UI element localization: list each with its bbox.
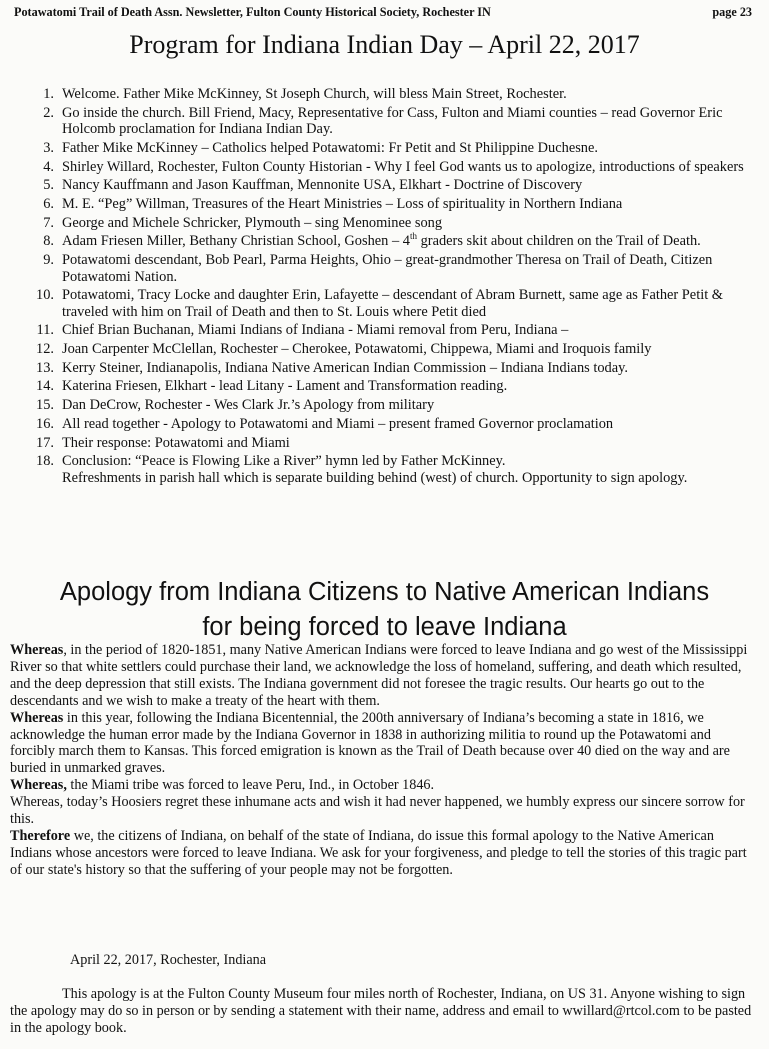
program-item: 2. Go inside the church. Bill Friend, Macy, Representative for Cass, Fulton and Miami counties – read Governor Eric Holcomb proclamation for Indiana Indian Day. [43,104,723,138]
program-item: 11. Chief Brian Buchanan, Miami Indians of Indiana - Miami removal from Peru, Indiana – [36,322,569,339]
program-item: 7. George and Michele Schricker, Plymouth – sing Menominee song [43,214,443,231]
apology-title-line2: for being forced to leave Indiana [202,613,567,641]
program-item: 15. Dan DeCrow, Rochester - Wes Clark Jr.’s Apology from military [36,397,435,414]
program-title: Program for Indiana Indian Day – April 22, 2017 [129,30,640,59]
program-note: Refreshments in parish hall which is separate building behind (west) of church. Opportunity to sign apology. [62,469,688,486]
program-item: 17. Their response: Potawatomi and Miami [36,434,290,451]
program-item: 5. Nancy Kauffmann and Jason Kauffman, Mennonite USA, Elkhart - Doctrine of Discovery [43,177,583,194]
apology-dateline: April 22, 2017, Rochester, Indiana [70,952,267,968]
program-item: 13. Kerry Steiner, Indianapolis, Indiana Native American Indian Commission – Indiana Indians today. [36,359,628,376]
program-item: 16. All read together - Apology to Potawatomi and Miami – present framed Governor proclamation [36,415,614,432]
apology-body [10,642,758,879]
program-item: 18. Conclusion: “Peace is Flowing Like a River” hymn led by Father McKinney. Refreshments in parish hall which is separate building behind (west) of church. Opportunity to sign apology. [20,453,760,486]
program-item: 12. Joan Carpenter McClellan, Rochester – Cherokee, Potawatomi, Chippewa, Miami and Iroquois family [36,341,652,358]
program-item: 9. Potawatomi descendant, Bob Pearl, Parma Heights, Ohio – great-grandmother Theresa on Trail of Death, Citizen Potawatomi Nation. [43,252,713,285]
program-list [20,86,760,488]
program-item: 1. Welcome. Father Mike McKinney, St Joseph Church, will bless Main Street, Rochester. [43,86,567,102]
program-item: 14. Katerina Friesen, Elkhart - lead Litany - Lament and Transformation reading. [36,378,508,395]
running-title: Potawatomi Trail of Death Assn. Newsletter, Fulton County Historical Society, Rochester IN [14,5,491,19]
apology-title-line1: Apology from Indiana Citizens to Native American Indians [59,578,710,606]
apology-paragraph: Whereas, the Miami tribe was forced to leave Peru, Ind., in October 1846. [10,777,435,794]
footer-note [10,986,765,1037]
apology-title [0,575,769,645]
apology-paragraph: Whereas, in the period of 1820-1851, many Native American Indians were forced to leave Indiana and go west of the Mississippi River so that white settlers could purchase their land, we acknowledge the loss of homeland, suffering, and death which resulted, and the deep depression that still exists. The Indiana government did not foresee the tragic results. Our hearts go out to the descendants and we wish to make a treaty of the heart with them. [10,642,748,709]
program-item: 3. Father Mike McKinney – Catholics helped Potawatomi: Fr Petit and St Philippine Duchesne. [43,139,598,156]
page-number: page 23 [712,5,752,19]
apology-paragraph: Whereas in this year, following the Indiana Bicentennial, the 200th anniversary of Indiana’s becoming a state in 1816, we acknowledge the human error made by the Indiana Governor in 1838 in authorizing militia to round up the Potawatomi and forcibly march them to Kansas. This forced emigration is known as the Trail of Death because over 40 died on the way and are buried in unmarked graves. [10,709,730,777]
running-header [14,5,754,20]
program-item: 6. M. E. “Peg” Willman, Treasures of the Heart Ministries – Loss of spirituality in Northern Indiana [43,195,623,212]
apology-paragraph: Whereas, today’s Hoosiers regret these inhumane acts and wish it had never happened, we humbly express our sincere sorrow for this. [10,794,745,828]
program-item: 8. Adam Friesen Miller, Bethany Christian School, Goshen – 4th graders skit about children on the Trail of Death. [43,231,701,250]
footer-text: This apology is at the Fulton County Museum four miles north of Rochester, Indiana, on US 31. Anyone wishing to sign the apology may do so in person or by sending a statement with their name, address and email to wwillard@rtcol.com to be pasted in the apology book. [10,986,752,1036]
program-item: 4. Shirley Willard, Rochester, Fulton County Historian - Why I feel God wants us to apologize, introductions of speakers [43,158,744,175]
program-item: 10. Potawatomi, Tracy Locke and daughter Erin, Lafayette – descendant of Abram Burnett, same age as Father Petit & traveled with him on Trail of Death and then to St. Louis where Petit died [36,287,723,320]
apology-paragraph: Therefore we, the citizens of Indiana, on behalf of the state of Indiana, do issue this formal apology to the Native American Indians whose ancestors were forced to leave Indiana. We ask for your forgiveness, and pledge to tell the stories of this tragic part of our state's history so that the suffering of your people may not be forgotten. [10,827,747,878]
